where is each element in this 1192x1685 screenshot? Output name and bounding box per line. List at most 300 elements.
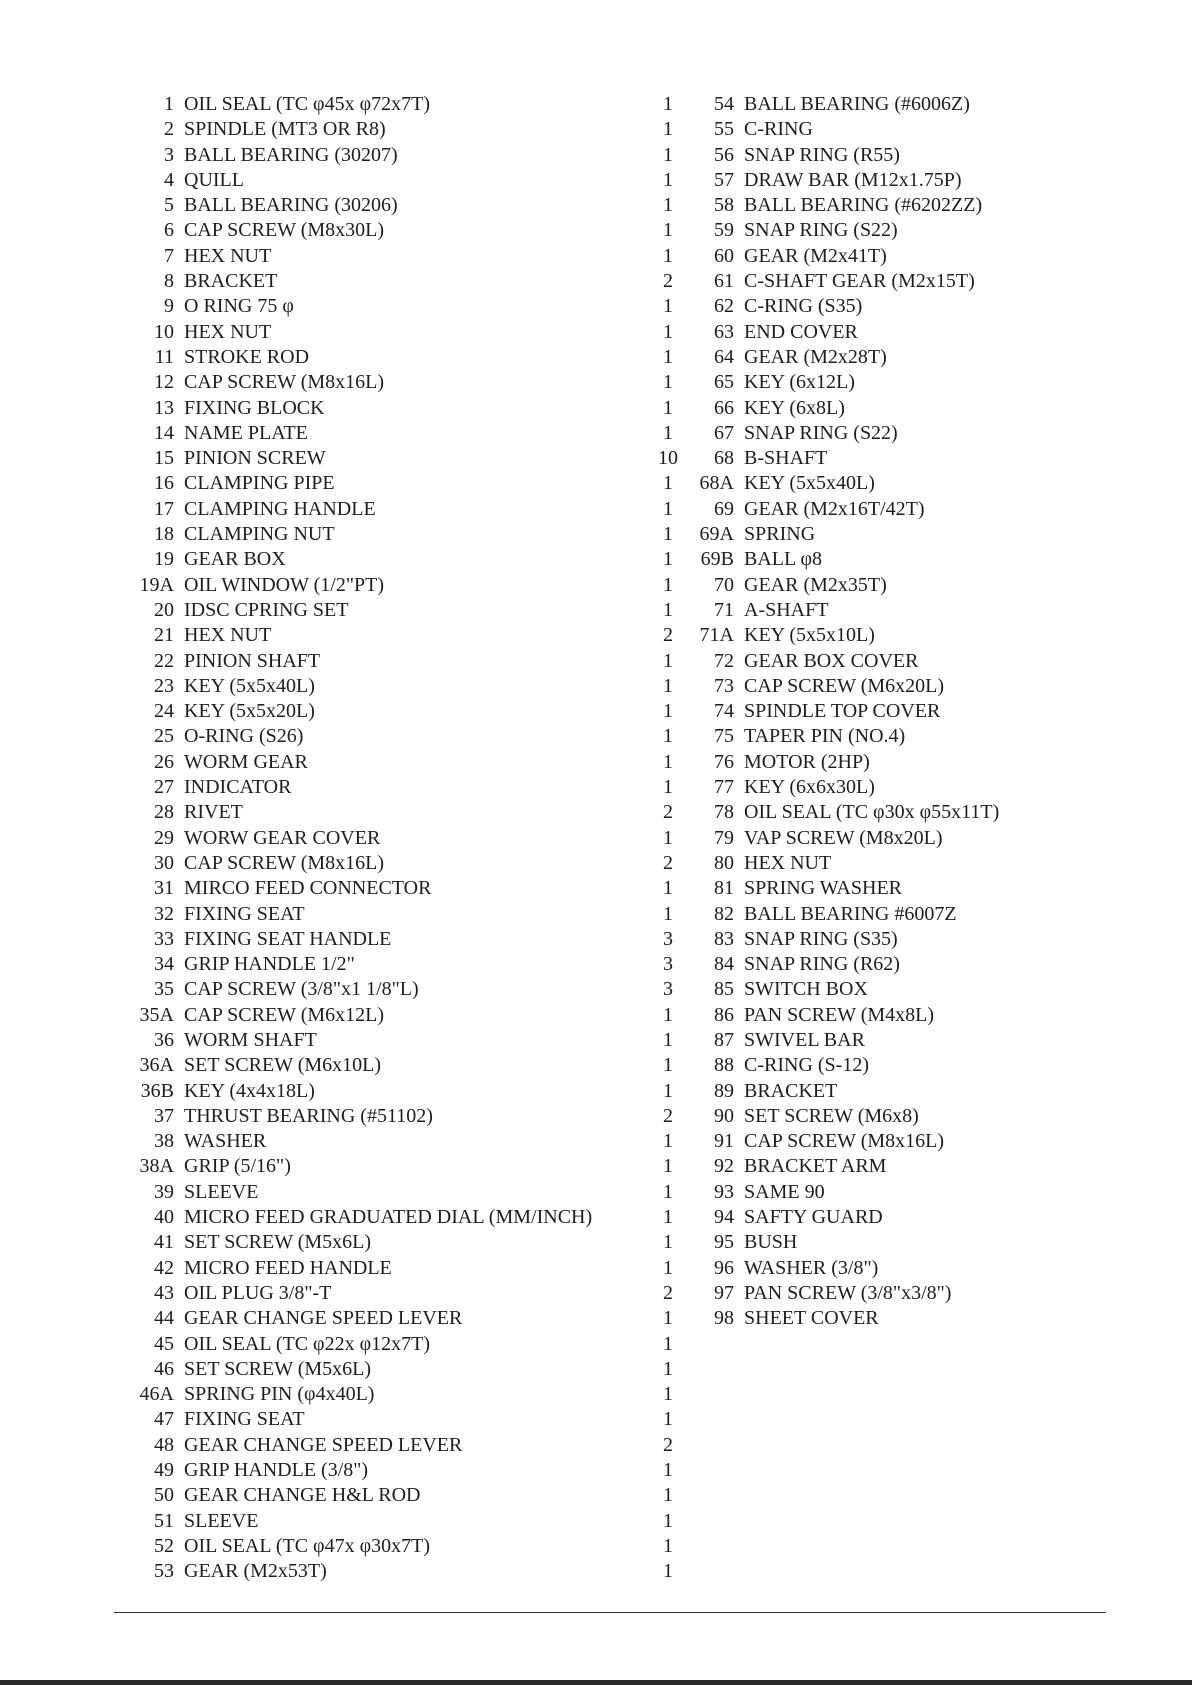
part-quantity: 1: [663, 1307, 673, 1330]
part-row: [696, 876, 1096, 901]
part-number: 69A: [699, 523, 734, 546]
part-row: [696, 927, 1096, 952]
part-row: [134, 168, 674, 193]
part-number: 83: [714, 927, 734, 950]
part-row: [134, 623, 674, 648]
part-quantity: 1: [663, 674, 673, 697]
part-description: SWITCH BOX: [744, 978, 868, 1001]
part-row: [696, 1230, 1096, 1255]
part-description: SET SCREW (M5x6L): [184, 1231, 372, 1254]
part-description: CLAMPING PIPE: [184, 472, 335, 495]
part-row: [134, 117, 674, 142]
part-quantity: 1: [663, 1231, 673, 1254]
part-row: [696, 800, 1096, 825]
part-description: SPRING: [744, 523, 816, 546]
part-row: [696, 649, 1096, 674]
part-description: SLEEVE: [184, 1180, 259, 1203]
part-description: O-RING (S26): [184, 725, 304, 748]
part-description: GEAR (M2x53T): [184, 1560, 327, 1583]
part-number: 50: [154, 1484, 174, 1507]
part-description: IDSC CPRING SET: [184, 598, 349, 621]
part-quantity: 1: [663, 1054, 673, 1077]
part-row: [134, 446, 678, 471]
part-row: [696, 1129, 1096, 1154]
part-number: 46A: [139, 1383, 174, 1406]
part-description: KEY (5x5x40L): [184, 674, 315, 697]
part-description: GEAR BOX: [184, 548, 286, 571]
part-number: 88: [714, 1054, 734, 1077]
part-description: GEAR CHANGE SPEED LEVER: [184, 1307, 463, 1330]
part-quantity: 1: [663, 598, 673, 621]
part-description: C-RING: [744, 118, 813, 141]
part-quantity: 2: [663, 624, 673, 647]
part-number: 55: [714, 118, 734, 141]
part-row: [134, 1154, 674, 1179]
part-row: [134, 471, 674, 496]
part-description: KEY (5x5x10L): [744, 624, 875, 647]
part-number: 23: [154, 674, 174, 697]
part-number: 64: [714, 345, 734, 368]
part-description: CAP SCREW (M8x16L): [744, 1130, 945, 1153]
part-number: 92: [714, 1155, 734, 1178]
parts-list-left-column: [134, 92, 678, 1585]
part-number: 9: [164, 295, 174, 318]
part-description: QUILL: [184, 168, 244, 191]
part-number: 96: [714, 1256, 734, 1279]
part-row: [134, 952, 674, 977]
part-row: [134, 775, 674, 800]
part-number: 68: [714, 447, 734, 470]
part-description: BALL BEARING (#6006Z): [744, 93, 970, 115]
part-quantity: 1: [663, 826, 673, 849]
part-description: GRIP (5/16"): [184, 1155, 291, 1178]
part-row: [696, 92, 1096, 117]
part-description: SPRING WASHER: [744, 877, 902, 900]
part-number: 63: [714, 320, 734, 343]
part-row: [134, 902, 674, 927]
part-number: 89: [714, 1079, 734, 1102]
part-description: KEY (4x4x18L): [184, 1079, 315, 1102]
part-row: [696, 320, 1096, 345]
part-number: 59: [714, 219, 734, 242]
part-row: [134, 1281, 674, 1306]
part-quantity: 1: [663, 421, 673, 444]
part-row: [696, 117, 1096, 142]
part-row: [696, 826, 1096, 851]
part-row: [696, 396, 1096, 421]
part-number: 19A: [139, 573, 174, 596]
part-number: 90: [714, 1104, 734, 1127]
part-description: O RING 75 φ: [184, 295, 294, 318]
part-row: [134, 244, 674, 269]
part-description: VAP SCREW (M8x20L): [744, 826, 943, 849]
part-description: WASHER (3/8"): [744, 1256, 879, 1279]
part-number: 43: [154, 1281, 174, 1304]
part-description: SHEET COVER: [744, 1307, 879, 1330]
part-row: [134, 1028, 674, 1053]
part-row: [696, 598, 1096, 623]
part-row: [696, 750, 1096, 775]
part-description: CAP SCREW (3/8"x1 1/8"L): [184, 978, 419, 1001]
part-description: MOTOR (2HP): [744, 750, 870, 773]
part-row: [696, 1205, 1096, 1230]
part-description: MIRCO FEED CONNECTOR: [184, 877, 432, 900]
part-quantity: 1: [663, 295, 673, 318]
part-number: 3: [164, 143, 174, 166]
part-row: [696, 1053, 1096, 1078]
part-row: [134, 750, 674, 775]
part-description: SNAP RING (R55): [744, 143, 900, 166]
part-number: 18: [154, 523, 174, 546]
part-description: MICRO FEED HANDLE: [184, 1256, 392, 1279]
part-quantity: 3: [663, 927, 673, 950]
part-row: [696, 193, 1096, 218]
part-number: 73: [714, 674, 734, 697]
part-number: 24: [154, 700, 174, 723]
part-description: BRACKET ARM: [744, 1155, 887, 1178]
part-description: DRAW BAR (M12x1.75P): [744, 168, 962, 191]
part-row: [696, 1003, 1096, 1028]
part-number: 81: [714, 877, 734, 900]
part-quantity: 2: [663, 1104, 673, 1127]
part-description: GEAR (M2x16T/42T): [744, 497, 925, 520]
part-row: [696, 775, 1096, 800]
part-row: [134, 1053, 674, 1078]
part-quantity: 1: [663, 1028, 673, 1051]
part-quantity: 1: [663, 523, 673, 546]
part-row: [696, 1180, 1096, 1205]
part-row: [134, 143, 674, 168]
part-quantity: 3: [663, 978, 673, 1001]
part-quantity: 1: [663, 168, 673, 191]
part-row: [696, 269, 1096, 294]
part-row: [134, 370, 674, 395]
part-row: [134, 649, 674, 674]
part-description: BALL BEARING (30207): [184, 143, 398, 166]
part-row: [134, 1332, 674, 1357]
part-description: B-SHAFT: [744, 447, 828, 470]
part-description: FIXING SEAT HANDLE: [184, 927, 392, 950]
part-row: [134, 1382, 674, 1407]
part-description: SET SCREW (M5x6L): [184, 1357, 372, 1380]
part-row: [696, 218, 1096, 243]
part-row: [696, 573, 1096, 598]
part-number: 2: [164, 118, 174, 141]
part-description: SNAP RING (R62): [744, 953, 900, 976]
part-quantity: 1: [663, 1383, 673, 1406]
part-description: SNAP RING (S22): [744, 219, 898, 242]
part-description: SNAP RING (S35): [744, 927, 898, 950]
part-number: 5: [164, 194, 174, 217]
part-description: HEX NUT: [184, 624, 272, 647]
part-quantity: 2: [663, 801, 673, 824]
part-row: [696, 1281, 1096, 1306]
part-description: MICRO FEED GRADUATED DIAL (MM/INCH): [184, 1206, 593, 1229]
part-row: [696, 1306, 1096, 1331]
part-number: 40: [154, 1206, 174, 1229]
part-number: 60: [714, 244, 734, 267]
part-number: 45: [154, 1332, 174, 1355]
part-quantity: 3: [663, 953, 673, 976]
part-quantity: 1: [663, 1560, 673, 1583]
part-description: OIL PLUG 3/8"-T: [184, 1281, 332, 1304]
part-description: SPINDLE (MT3 OR R8): [184, 118, 386, 141]
part-row: [134, 674, 674, 699]
part-quantity: 1: [663, 877, 673, 900]
part-number: 26: [154, 750, 174, 773]
part-number: 8: [164, 270, 174, 293]
part-row: [134, 1129, 674, 1154]
part-number: 77: [714, 776, 734, 799]
part-quantity: 1: [663, 1079, 673, 1102]
part-quantity: 1: [663, 573, 673, 596]
part-number: 19: [154, 548, 174, 571]
part-quantity: 1: [663, 396, 673, 419]
part-description: PINION SHAFT: [184, 649, 321, 672]
part-row: [134, 1003, 674, 1028]
part-number: 98: [714, 1307, 734, 1330]
part-description: SPRING PIN (φ4x40L): [184, 1383, 375, 1406]
part-quantity: 1: [663, 1206, 673, 1229]
part-row: [134, 218, 674, 243]
part-number: 52: [154, 1534, 174, 1557]
part-description: HEX NUT: [744, 851, 832, 874]
part-row: [696, 851, 1096, 876]
part-description: KEY (6x8L): [744, 396, 845, 419]
part-quantity: 1: [663, 1357, 673, 1380]
part-description: OIL WINDOW (1/2"PT): [184, 573, 384, 596]
part-quantity: 1: [663, 649, 673, 672]
part-number: 17: [154, 497, 174, 520]
part-description: NAME PLATE: [184, 421, 308, 444]
part-number: 93: [714, 1180, 734, 1203]
part-number: 87: [714, 1028, 734, 1051]
part-number: 91: [714, 1130, 734, 1153]
part-number: 75: [714, 725, 734, 748]
part-description: FIXING BLOCK: [184, 396, 325, 419]
part-number: 54: [714, 93, 734, 115]
part-number: 48: [154, 1433, 174, 1456]
part-description: WASHER: [184, 1130, 267, 1153]
part-quantity: 1: [663, 1130, 673, 1153]
part-description: GEAR (M2x28T): [744, 345, 887, 368]
parts-list-right-column: [696, 92, 1096, 1332]
part-description: SET SCREW (M6x8): [744, 1104, 919, 1127]
part-quantity: 1: [663, 219, 673, 242]
part-number: 69: [714, 497, 734, 520]
part-row: [134, 1509, 674, 1534]
part-description: SPINDLE TOP COVER: [744, 700, 941, 723]
part-row: [134, 1256, 674, 1281]
part-number: 36B: [140, 1079, 174, 1102]
part-number: 36A: [139, 1054, 174, 1077]
part-row: [134, 699, 674, 724]
part-quantity: 1: [663, 1484, 673, 1507]
part-description: GRIP HANDLE (3/8"): [184, 1459, 369, 1482]
part-number: 15: [154, 447, 174, 470]
part-description: BUSH: [744, 1231, 798, 1254]
part-row: [696, 446, 1096, 471]
part-description: SET SCREW (M6x10L): [184, 1054, 382, 1077]
part-description: SAFTY GUARD: [744, 1206, 883, 1229]
part-number: 71A: [699, 624, 734, 647]
part-quantity: 1: [663, 750, 673, 773]
part-number: 61: [714, 270, 734, 293]
part-description: KEY (5x5x40L): [744, 472, 875, 495]
part-description: BRACKET: [184, 270, 278, 293]
part-quantity: 1: [663, 118, 673, 141]
part-row: [134, 1357, 674, 1382]
part-description: OIL SEAL (TC φ30x φ55x11T): [744, 801, 1000, 824]
part-number: 46: [154, 1357, 174, 1380]
part-description: FIXING SEAT: [184, 1408, 305, 1431]
part-row: [134, 320, 674, 345]
part-quantity: 1: [663, 1155, 673, 1178]
part-description: CAP SCREW (M6x20L): [744, 674, 945, 697]
part-number: 30: [154, 851, 174, 874]
part-description: BALL BEARING #6007Z: [744, 902, 957, 925]
part-row: [134, 1079, 674, 1104]
part-row: [134, 396, 674, 421]
part-description: GEAR (M2x35T): [744, 573, 887, 596]
part-row: [696, 294, 1096, 319]
part-row: [696, 977, 1096, 1002]
part-quantity: 2: [663, 1433, 673, 1456]
part-description: BRACKET: [744, 1079, 838, 1102]
part-quantity: 1: [663, 472, 673, 495]
part-number: 97: [714, 1281, 734, 1304]
part-quantity: 1: [663, 194, 673, 217]
part-quantity: 1: [663, 1534, 673, 1557]
part-row: [134, 851, 674, 876]
part-number: 31: [154, 877, 174, 900]
part-row: [696, 168, 1096, 193]
part-quantity: 1: [663, 1003, 673, 1026]
part-quantity: 10: [658, 447, 678, 470]
part-quantity: 1: [663, 700, 673, 723]
part-description: TAPER PIN (NO.4): [744, 725, 906, 748]
part-quantity: 2: [663, 851, 673, 874]
part-row: [696, 522, 1096, 547]
part-description: CAP SCREW (M6x12L): [184, 1003, 385, 1026]
part-row: [696, 497, 1096, 522]
part-number: 80: [714, 851, 734, 874]
part-description: HEX NUT: [184, 244, 272, 267]
part-quantity: 1: [663, 1408, 673, 1431]
part-number: 79: [714, 826, 734, 849]
part-number: 82: [714, 902, 734, 925]
part-description: CAP SCREW (M8x30L): [184, 219, 385, 242]
part-number: 41: [154, 1231, 174, 1254]
part-description: GEAR BOX COVER: [744, 649, 919, 672]
part-number: 35A: [139, 1003, 174, 1026]
part-description: GEAR CHANGE H&L ROD: [184, 1484, 421, 1507]
part-number: 22: [154, 649, 174, 672]
part-number: 85: [714, 978, 734, 1001]
part-number: 6: [164, 219, 174, 242]
part-row: [696, 421, 1096, 446]
part-quantity: 1: [663, 725, 673, 748]
part-number: 71: [714, 598, 734, 621]
part-number: 32: [154, 902, 174, 925]
part-quantity: 1: [663, 1180, 673, 1203]
part-number: 38: [154, 1130, 174, 1153]
part-description: BALL BEARING (#6202ZZ): [744, 194, 983, 217]
part-number: 56: [714, 143, 734, 166]
part-description: GEAR (M2x41T): [744, 244, 887, 267]
part-quantity: 2: [663, 1281, 673, 1304]
part-row: [134, 421, 674, 446]
part-row: [696, 623, 1096, 648]
part-number: 69B: [700, 548, 734, 571]
part-description: WORM GEAR: [184, 750, 308, 773]
part-number: 53: [154, 1560, 174, 1583]
part-description: BALL φ8: [744, 548, 823, 571]
part-number: 36: [154, 1028, 174, 1051]
part-number: 1: [164, 93, 174, 115]
part-number: 14: [154, 421, 174, 444]
part-number: 95: [714, 1231, 734, 1254]
part-quantity: 1: [663, 1459, 673, 1482]
part-row: [134, 724, 674, 749]
part-number: 11: [154, 345, 174, 368]
part-row: [134, 1104, 674, 1129]
part-row: [134, 1433, 674, 1458]
part-number: 4: [164, 168, 174, 191]
part-number: 28: [154, 801, 174, 824]
part-number: 34: [154, 953, 174, 976]
part-quantity: 1: [663, 143, 673, 166]
part-number: 70: [714, 573, 734, 596]
part-number: 25: [154, 725, 174, 748]
part-number: 78: [714, 801, 734, 824]
part-row: [696, 345, 1096, 370]
part-description: CAP SCREW (M8x16L): [184, 371, 385, 394]
part-description: RIVET: [184, 801, 243, 824]
part-number: 7: [164, 244, 174, 267]
part-description: PINION SCREW: [184, 447, 326, 470]
part-description: OIL SEAL (TC φ22x φ12x7T): [184, 1332, 431, 1355]
part-description: C-SHAFT GEAR (M2x15T): [744, 270, 975, 293]
part-description: CLAMPING HANDLE: [184, 497, 376, 520]
part-number: 65: [714, 371, 734, 394]
part-number: 47: [154, 1408, 174, 1431]
part-number: 62: [714, 295, 734, 318]
part-number: 13: [154, 396, 174, 419]
part-description: INDICATOR: [184, 776, 292, 799]
part-number: 21: [154, 624, 174, 647]
part-row: [696, 471, 1096, 496]
part-description: C-RING (S35): [744, 295, 863, 318]
part-number: 39: [154, 1180, 174, 1203]
part-row: [696, 674, 1096, 699]
part-number: 29: [154, 826, 174, 849]
part-description: GRIP HANDLE 1/2": [184, 953, 355, 976]
part-row: [134, 573, 674, 598]
part-description: SLEEVE: [184, 1509, 259, 1532]
part-description: C-RING (S-12): [744, 1054, 869, 1077]
part-number: 68A: [699, 472, 734, 495]
part-row: [696, 952, 1096, 977]
part-description: A-SHAFT: [744, 598, 829, 621]
part-number: 51: [154, 1509, 174, 1532]
part-description: PAN SCREW (3/8"x3/8"): [744, 1281, 952, 1304]
part-description: BALL BEARING (30206): [184, 194, 398, 217]
part-row: [134, 598, 674, 623]
part-number: 66: [714, 396, 734, 419]
part-row: [134, 1306, 674, 1331]
part-row: [134, 826, 674, 851]
